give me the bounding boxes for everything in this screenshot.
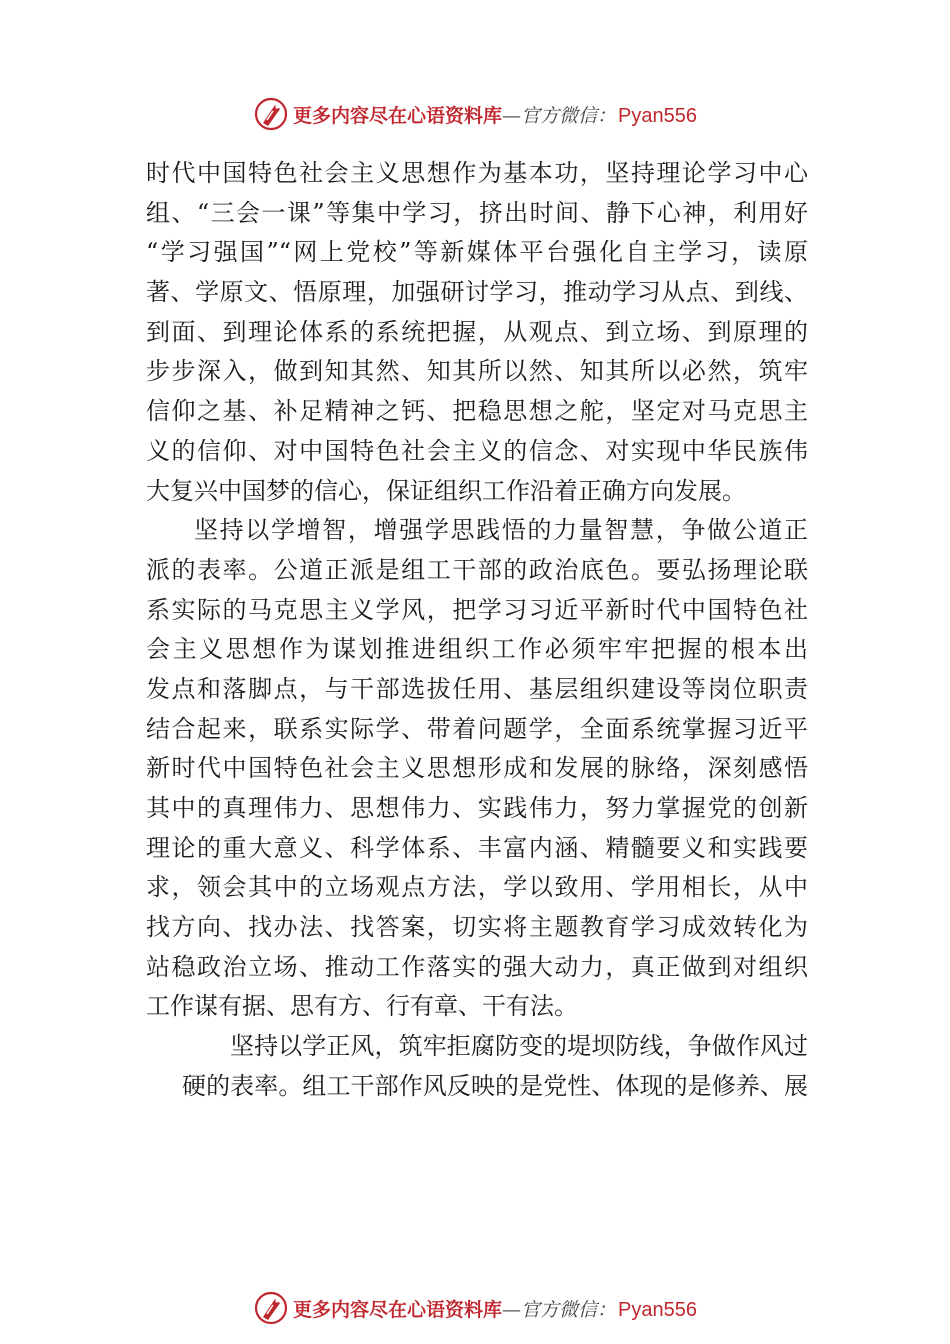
text-line: 工作谋有据、思有方、行有章、干有法。 — [146, 992, 578, 1021]
text-line: 组、“三会一课”等集中学习，挤出时间、静下心神，利用好 — [146, 198, 808, 227]
text-line: 求，领会其中的立场观点方法，学以致用、学用相长，从中 — [146, 873, 808, 902]
text-line: 义的信仰、对中国特色社会主义的信念、对实现中华民族伟 — [146, 436, 808, 465]
text-line: 大复兴中国梦的信心，保证组织工作沿着正确方向发展。 — [146, 476, 746, 505]
text-line: 站稳政治立场、推动工作落实的强大动力，真正做到对组织 — [146, 952, 808, 981]
text-line: 其中的真理伟力、思想伟力、实践伟力，努力掌握党的创新 — [146, 794, 808, 822]
text-line: 步步深入，做到知其然、知其所以然、知其所以必然，筑牢 — [146, 357, 808, 386]
text-line: 发点和落脚点，与干部选拔任用、基层组织建设等岗位职责 — [146, 674, 808, 703]
text-line: 找方向、找办法、找答案，切实将主题教育学习成效转化为 — [146, 913, 808, 942]
paragraph-start: 坚持以学正风，筑牢拒腐防变的堤坝防线，争做作风过 — [230, 1032, 808, 1061]
text-line: 著、学原文、悟原理，加强研讨学习，推动学习从点、到线、 — [146, 278, 808, 307]
text-line: 会主义思想作为谋划推进组织工作必须牢牢把握的根本出 — [146, 635, 808, 664]
text-line: 信仰之基、补足精神之钙、把稳思想之舵，坚定对马克思主 — [146, 397, 808, 426]
text-line: 新时代中国特色社会主义思想形成和发展的脉络，深刻感悟 — [146, 754, 808, 783]
wechat-id: Pyan556 — [618, 1298, 697, 1321]
wechat-id: Pyan556 — [618, 104, 697, 127]
header-banner — [0, 94, 950, 134]
text-line: 到面、到理论体系的系统把握，从观点、到立场、到原理的 — [146, 317, 808, 346]
text-line: 结合起来，联系实际学、带着问题学，全面系统掌握习近平 — [146, 714, 808, 743]
brand-name: 更多内容尽在心语资料库 — [293, 104, 503, 127]
text-line: 硬的表率。组工干部作风反映的是党性、体现的是修养、展 — [182, 1071, 808, 1100]
text-line: 系实际的马克思主义学风，把学习习近平新时代中国特色社 — [146, 595, 808, 624]
text-line: “学习强国”“网上党校”等新媒体平台强化自主学习，读原 — [146, 238, 808, 267]
footer-banner — [0, 1288, 950, 1328]
brand-name: 更多内容尽在心语资料库 — [293, 1298, 503, 1321]
banner-separator: — — [502, 1298, 522, 1321]
pen-nib-icon — [253, 96, 289, 132]
document-body — [146, 154, 808, 1107]
wechat-label: 官方微信： — [521, 1298, 617, 1321]
wechat-label: 官方微信： — [521, 104, 617, 127]
text-line: 派的表率。公道正派是组工干部的政治底色。要弘扬理论联 — [146, 555, 808, 584]
pen-nib-icon — [253, 1290, 289, 1326]
text-line: 理论的重大意义、科学体系、丰富内涵、精髓要义和实践要 — [146, 833, 808, 862]
banner-separator: — — [502, 104, 522, 127]
paragraph-start: 坚持以学增智，增强学思践悟的力量智慧，争做公道正 — [194, 516, 808, 545]
text-line: 时代中国特色社会主义思想作为基本功，坚持理论学习中心 — [146, 159, 808, 187]
